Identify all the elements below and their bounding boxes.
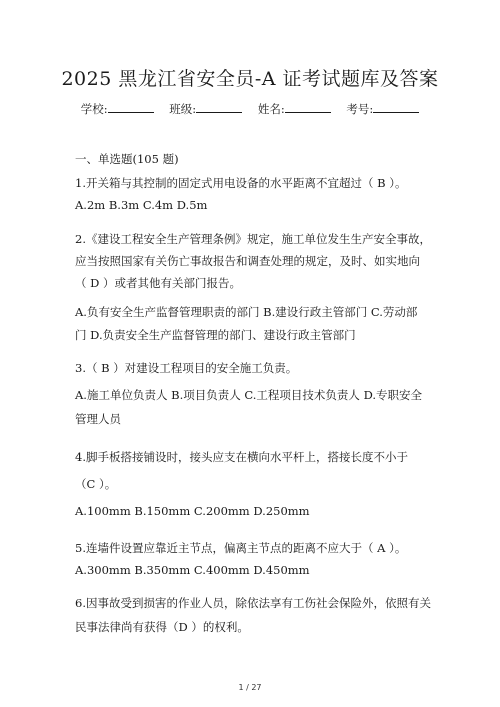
question-2-options-line-2: 门 D.负责安全生产监督管理的部门、建设行政主管部门 bbox=[75, 328, 356, 342]
name-label: 姓名: bbox=[257, 102, 285, 116]
class-field bbox=[169, 102, 242, 116]
question-3-text: 3.（ B ）对建设工程项目的安全施工负责。 bbox=[75, 361, 298, 375]
name-field bbox=[258, 102, 331, 116]
school-blank bbox=[108, 102, 154, 113]
school-label: 学校: bbox=[80, 102, 108, 116]
question-4-text-line-2: （C ）。 bbox=[75, 477, 117, 491]
question-2-text-line-3: （ D ）或者其他有关部门报告。 bbox=[75, 276, 242, 290]
question-4-text-line-1: 4.脚手板搭接铺设时，接头应支在横向水平杆上，搭接长度不小于 bbox=[75, 450, 408, 464]
question-1-text: 1.开关箱与其控制的固定式用电设备的水平距离不宜超过（ B ）。 bbox=[75, 176, 407, 190]
class-label: 班级: bbox=[169, 102, 197, 116]
question-2-options-line-1: A.负有安全生产监督管理职责的部门 B.建设行政主管部门 C.劳动部 bbox=[75, 305, 418, 319]
question-3-options-line-1: A.施工单位负责人 B.项目负责人 C.工程项目技术负责人 D.专职安全 bbox=[75, 388, 423, 402]
question-5-options: A.300mm B.350mm C.400mm D.450mm bbox=[75, 563, 310, 577]
question-6-text-line-2: 民事法律尚有获得（D ）的权利。 bbox=[75, 620, 249, 634]
exam-number-blank bbox=[373, 102, 419, 113]
question-2-text-line-1: 2.《建设工程安全生产管理条例》规定，施工单位发生生产安全事故， bbox=[75, 232, 431, 246]
exam-number-label: 考号: bbox=[346, 102, 374, 116]
question-1-options: A.2m B.3m C.4m D.5m bbox=[75, 198, 208, 212]
question-5-text: 5.连墙件设置应靠近主节点，偏离主节点的距离不应大于（ A ）。 bbox=[75, 541, 407, 555]
question-6-text-line-1: 6.因事故受到损害的作业人员，除依法享有工伤社会保险外，依照有关 bbox=[75, 596, 431, 610]
student-info-fields bbox=[0, 101, 500, 117]
exam-number-field bbox=[346, 102, 419, 116]
question-3-options-line-2: 管理人员 bbox=[75, 412, 121, 426]
school-field bbox=[81, 102, 154, 116]
name-blank bbox=[285, 102, 331, 113]
class-blank bbox=[196, 102, 242, 113]
section-heading: 一、单选题(105 题) bbox=[75, 152, 179, 166]
document-title: 2025 黑龙江省安全员-A 证考试题库及答案 bbox=[61, 68, 439, 90]
question-2-text-line-2: 应当按照国家有关伤亡事故报告和调查处理的规定，及时、如实地向 bbox=[75, 254, 420, 268]
page-indicator: 1 / 27 bbox=[238, 683, 262, 692]
question-4-options: A.100mm B.150mm C.200mm D.250mm bbox=[75, 504, 310, 518]
